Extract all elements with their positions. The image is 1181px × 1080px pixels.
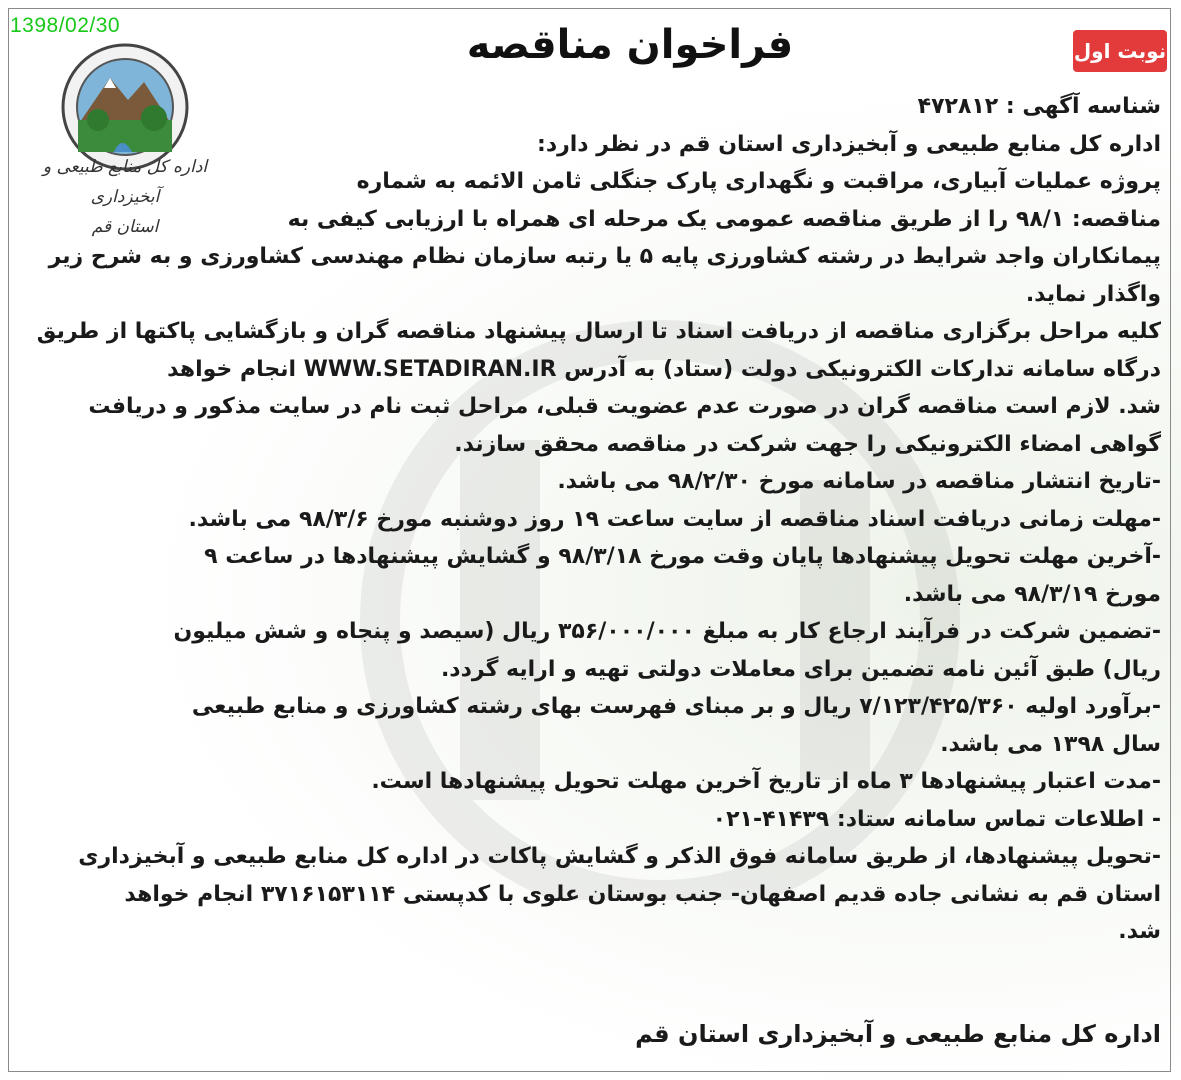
body-line: سال ۱۳۹۸ می باشد. — [940, 731, 1161, 757]
body-line: شناسه آگهی : ۴۷۲۸۱۲ — [917, 94, 1161, 119]
body-line: کلیه مراحل برگزاری مناقصه از دریافت اسناد تا ارسال پیشنهاد مناقصه گران و بازگشایی پاکتها از طریق — [36, 319, 1161, 344]
body-line: گواهی امضاء الکترونیکی را جهت شرکت در مناقصه محقق سازند. — [454, 431, 1161, 457]
body-line: مورخ ۹۸/۳/۱۹ می باشد. — [903, 581, 1161, 607]
body-line: -مدت اعتبار پیشنهادها ۳ ماه از تاریخ آخرین مهلت تحویل پیشنهادها است. — [371, 769, 1161, 794]
body-line: -تحویل پیشنهادها، از طریق سامانه فوق الذکر و گشایش پاکات در اداره کل منابع طبیعی و آبخیزداری — [78, 844, 1161, 869]
body-line: مناقصه: ۹۸/۱ را از طریق مناقصه عمومی یک مرحله ای همراه با ارزیابی کیفی به — [287, 206, 1161, 232]
body-line: -مهلت زمانی دریافت اسناد مناقصه از سایت ساعت ۱۹ روز دوشنبه مورخ ۹۸/۳/۶ می باشد. — [188, 506, 1161, 532]
body-line: -تضمین شرکت در فرآیند ارجاع کار به مبلغ ۳۵۶/۰۰۰/۰۰۰ ریال (سیصد و پنجاه و شش میلیون — [173, 619, 1161, 644]
body-line: ریال) طبق آئین نامه تضمین برای معاملات دولتی تهیه و ارایه گردد. — [440, 656, 1161, 682]
body-line: پروژه عملیات آبیاری، مراقبت و نگهداری پارک جنگلی ثامن الائمه به شماره — [356, 169, 1161, 194]
org-caption-line: استان قم — [91, 217, 159, 237]
body-line: - اطلاعات تماس سامانه ستاد: ۴۱۴۳۹-۰۲۱ — [712, 806, 1161, 832]
date-stamp: 1398/02/30 — [10, 14, 121, 37]
body-line: درگاه سامانه تدارکات الکترونیکی دولت (ستاد) به آدرس WWW.SETADIRAN.IR انجام خواهد — [167, 356, 1161, 382]
notice-body — [18, 88, 1161, 951]
body-line: -آخرین مهلت تحویل پیشنهادها پایان وقت مورخ ۹۸/۳/۱۸ و گشایش پیشنهادها در ساعت ۹ — [204, 544, 1161, 569]
body-line: استان قم به نشانی جاده قدیم اصفهان- جنب بوستان علوی با کدپستی ۳۷۱۶۱۵۳۱۱۴ انجام خواهد — [124, 881, 1161, 907]
body-line: شد. لازم است مناقصه گران در صورت عدم عضویت قبلی، مراحل ثبت نام در سایت مذکور و دریافت — [88, 394, 1161, 419]
body-line: شد. — [1118, 919, 1161, 944]
org-caption-line: اداره کل منابع طبیعی و آبخیزداری — [42, 157, 208, 207]
body-line: اداره کل منابع طبیعی و آبخیزداری استان قم در نظر دارد: — [537, 131, 1161, 157]
signature-line: اداره کل منابع طبیعی و آبخیزداری استان قم — [635, 1020, 1161, 1048]
first-publication-badge: نوبت اول — [1073, 30, 1167, 72]
body-line: -برآورد اولیه ۷/۱۲۳/۴۲۵/۳۶۰ ریال و بر مبنای فهرست بهای رشته کشاورزی و منابع طبیعی — [191, 694, 1161, 719]
body-line: واگذار نماید. — [1025, 281, 1161, 307]
notice-title: فراخوان مناقصه — [466, 22, 794, 68]
body-line: -تاریخ انتشار مناقصه در سامانه مورخ ۹۸/۲/۳۰ می باشد. — [557, 469, 1161, 494]
body-line: پیمانکاران واجد شرایط در رشته کشاورزی پایه ۵ یا رتبه سازمان نظام مهندسی کشاورزی و به شرح زیر — [48, 244, 1161, 269]
